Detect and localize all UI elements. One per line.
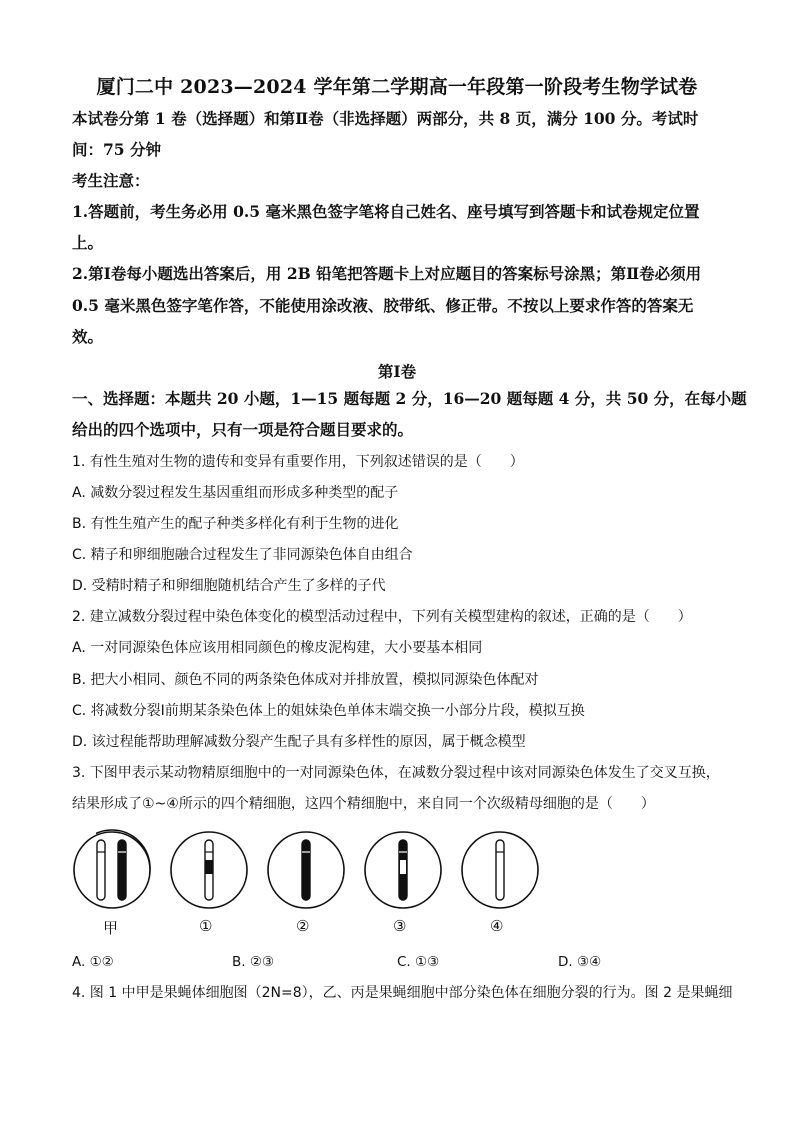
q2-option-b: B. 把大小相同、颜色不同的两条染色体成对并排放置，模拟同源染色体配对 <box>72 672 539 688</box>
part1-instructions-line-1: 一、选择题：本题共 20 小题，1—15 题每题 2 分，16—20 题每题 4 分，共 50 分，在每小题 <box>72 389 747 408</box>
cell-3-exchanged-segment <box>400 860 406 874</box>
q2-option-c: C. 将减数分裂Ⅰ前期某条染色体上的姐妹染色单体末端交换一小部分片段，模拟互换 <box>72 703 585 719</box>
q3-option-d: D. ③④ <box>558 954 602 970</box>
q3-option-c: C. ①③ <box>397 954 440 970</box>
q1-option-c: C. 精子和卵细胞融合过程发生了非同源染色体自由组合 <box>72 547 413 563</box>
q1-option-b: B. 有性生殖产生的配子种类多样化有利于生物的进化 <box>72 516 399 532</box>
notice-1-line-2: 上。 <box>72 233 104 252</box>
figure-label-jia: 甲 <box>103 919 119 937</box>
figure-label-3: ③ <box>393 917 407 935</box>
jia-chromosome-white <box>97 840 105 900</box>
chromosome-cells-main <box>72 826 552 916</box>
figure-label-1: ① <box>199 917 213 935</box>
intro-line-1: 本试卷分第 1 卷（选择题）和第Ⅱ卷（非选择题）两部分，共 8 页，满分 100 分。考试时 <box>72 109 699 128</box>
figure-label-4: ④ <box>490 917 504 935</box>
q1-stem: 1. 有性生殖对生物的遗传和变异有重要作用，下列叙述错误的是（ ） <box>72 454 524 470</box>
q2-stem: 2. 建立减数分裂过程中染色体变化的模型活动过程中，下列有关模型建构的叙述，正确的是（ ） <box>72 609 692 625</box>
cell-2-chromosome <box>302 840 310 900</box>
q3-option-b: B. ②③ <box>232 954 275 970</box>
cell-4-chromosome <box>496 840 504 900</box>
notice-heading: 考生注意： <box>72 171 150 190</box>
q3-stem-line-1: 3. 下图甲表示某动物精原细胞中的一对同源染色体，在减数分裂过程中该对同源染色体发生了交叉互换， <box>72 765 720 781</box>
notice-1-line-1: 1.答题前，考生务必用 0.5 毫米黑色签字笔将自己姓名、座号填写到答题卡和试卷规定位置 <box>72 202 700 221</box>
notice-2-line-3: 效。 <box>72 327 104 346</box>
q3-stem-line-2: 结果形成了①~④所示的四个精细胞，这四个精细胞中，来自同一个次级精母细胞的是（ ） <box>72 796 655 812</box>
part1-instructions-line-2: 给出的四个选项中，只有一项是符合题目要求的。 <box>72 420 414 439</box>
cell-jia-outline <box>74 832 150 908</box>
jia-chromosome-black <box>118 840 126 900</box>
cell-1-exchanged-segment <box>205 860 213 874</box>
q3-options <box>72 954 732 972</box>
q2-option-d: D. 该过程能帮助理解减数分裂产生配子具有多样性的原因，属于概念模型 <box>72 734 526 750</box>
q1-option-d: D. 受精时精子和卵细胞随机结合产生了多样的子代 <box>72 578 386 594</box>
figure-label-2: ② <box>296 917 310 935</box>
section-title: 第Ⅰ卷 <box>377 362 417 381</box>
intro-line-2: 间：75 分钟 <box>72 140 161 159</box>
q4-stem: 4. 图 1 中甲是果蝇体细胞图（2N=8），乙、丙是果蝇细胞中部分染色体在细胞分裂的行为。图 2 是果蝇细 <box>72 985 733 1001</box>
q3-option-a: A. ①② <box>72 954 114 970</box>
notice-2-line-1: 2.第Ⅰ卷每小题选出答案后，用 2B 铅笔把答题卡上对应题目的答案标号涂黑；第Ⅱ卷必须用 <box>72 264 702 283</box>
q2-option-a: A. 一对同源染色体应该用相同颜色的橡皮泥构建，大小要基本相同 <box>72 640 483 656</box>
exam-title: 厦门二中 2023—2024 学年第二学期高一年段第一阶段考生物学试卷 <box>96 76 698 98</box>
q1-option-a: A. 减数分裂过程发生基因重组而形成多种类型的配子 <box>72 485 399 501</box>
notice-2-line-2: 0.5 毫米黑色签字笔作答，不能使用涂改液、胶带纸、修正带。不按以上要求作答的答案无 <box>72 296 694 315</box>
